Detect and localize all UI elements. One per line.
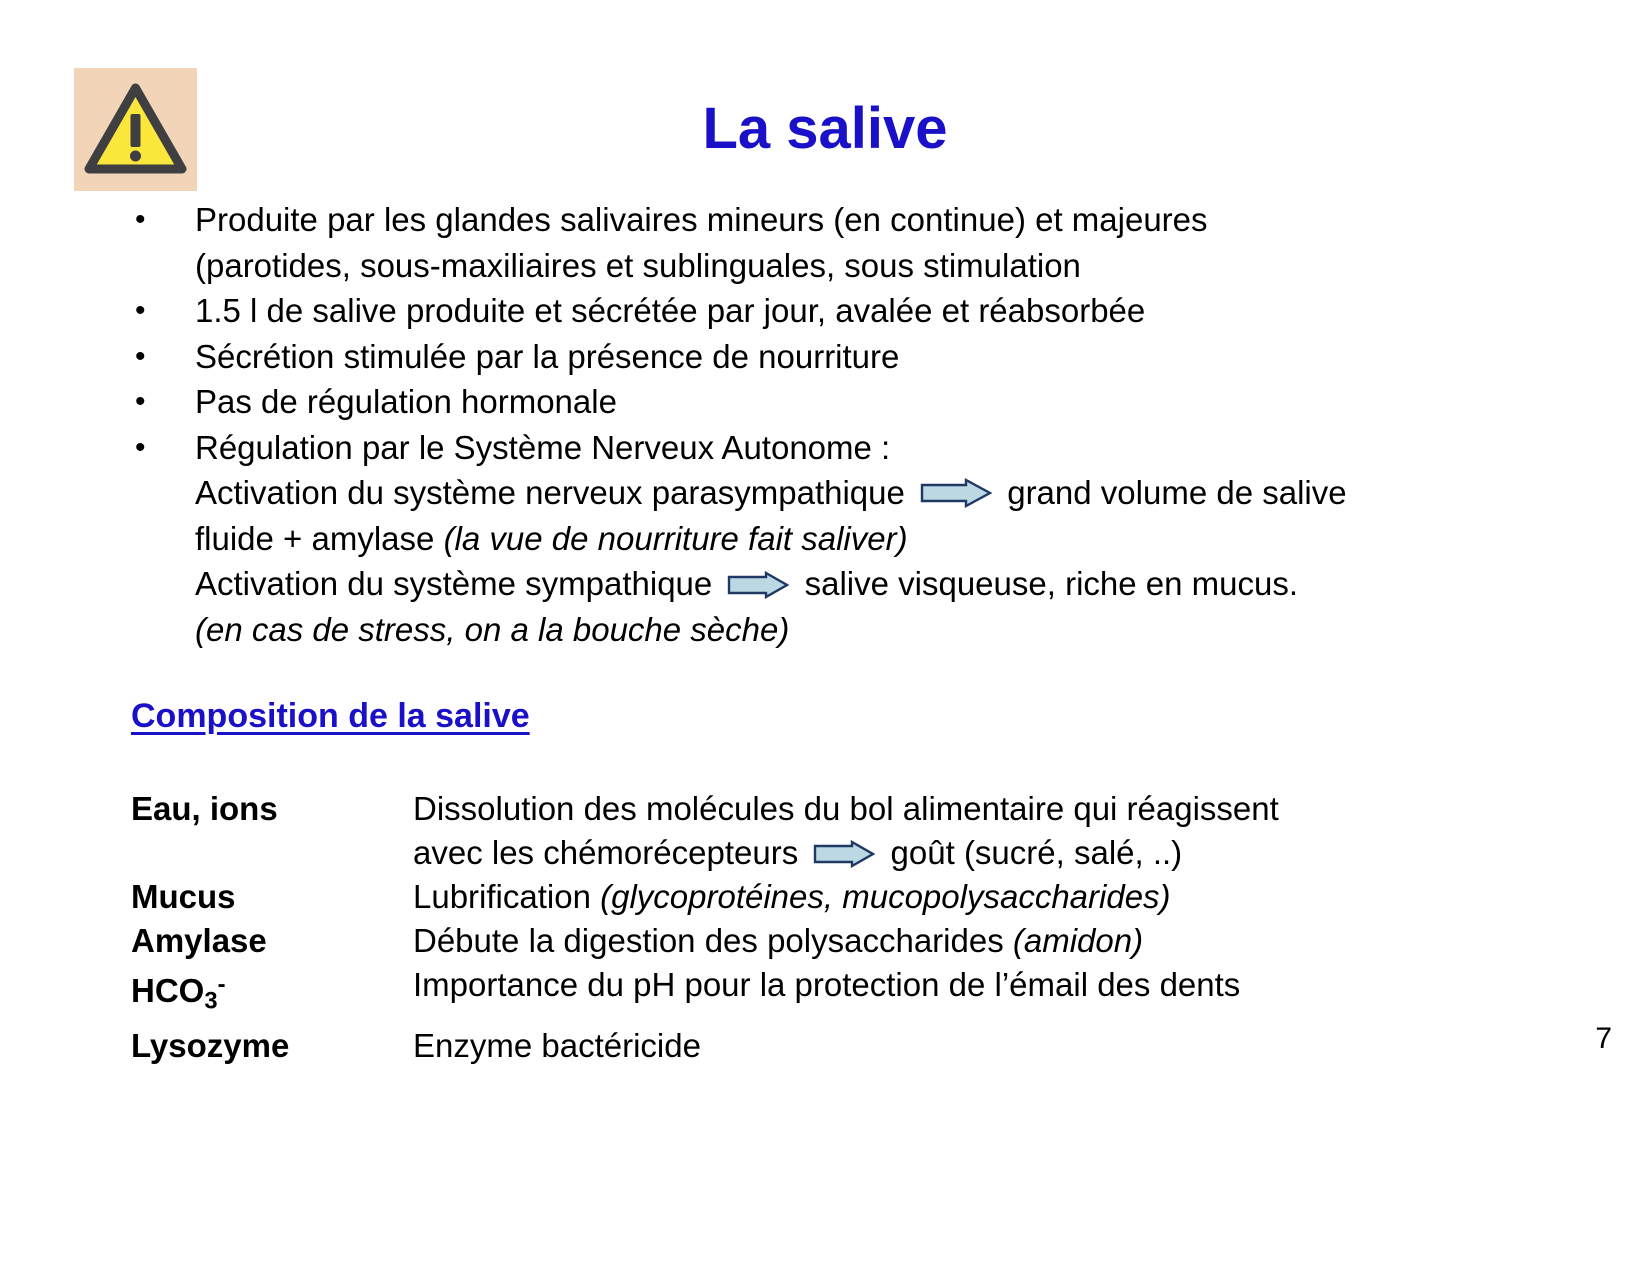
block-arrow-icon (813, 840, 875, 868)
table-row (131, 1024, 1531, 1068)
composition-definition (413, 1024, 1531, 1068)
bullet-marker: • (135, 294, 146, 327)
page-title: La salive (702, 96, 948, 161)
parasympathetic-label: Activation du système nerveux parasympathique (195, 474, 905, 511)
parasympathetic-line (135, 470, 1535, 516)
parasympathetic-result: grand volume de salive (1007, 474, 1347, 511)
list-item (135, 197, 1535, 288)
list-item-line: Sécrétion stimulée par la présence de nourriture (195, 337, 900, 375)
composition-definition (413, 787, 1531, 875)
list-item-body (195, 197, 1535, 288)
composition-definition-italic: (glycoprotéines, mucopolysaccharides) (600, 878, 1171, 915)
composition-term-subscript: 3 (204, 987, 218, 1015)
table-row (131, 875, 1531, 919)
list-item-line: Régulation par le Système Nerveux Autonome : (195, 428, 891, 466)
list-item (135, 425, 1535, 471)
composition-definition (413, 919, 1531, 963)
sympathetic-result: salive visqueuse, riche en mucus. (804, 565, 1299, 602)
bullet-marker: • (135, 430, 146, 464)
page-number: 7 (1595, 1022, 1612, 1055)
chemoreceptor-label: avec les chémorécepteurs (413, 834, 799, 871)
composition-definition-plain: Débute la digestion des polysaccharides (413, 922, 1013, 959)
composition-term-base: HCO (131, 971, 205, 1009)
parasympathetic-note-line (135, 516, 1535, 562)
sympathetic-line (135, 561, 1535, 607)
composition-term: Eau, ions (131, 790, 278, 827)
composition-definition-line: Dissolution des molécules du bol alimentaire qui réagissent (413, 790, 1279, 827)
composition-term-superscript: - (217, 971, 226, 998)
composition-term: Amylase (131, 922, 267, 959)
bullet-marker: • (135, 339, 146, 373)
bullet-marker: • (135, 203, 146, 236)
composition-term: Mucus (131, 878, 236, 915)
table-row (131, 963, 1531, 1024)
table-row (131, 787, 1531, 875)
composition-definition-plain: Enzyme bactéricide (413, 1026, 701, 1064)
composition-definition (413, 963, 1531, 1007)
list-item-line: Produite par les glandes salivaires mineurs (en continue) et majeures (195, 201, 1208, 238)
sympathetic-label: Activation du système sympathique (195, 565, 713, 602)
list-item-line: Pas de régulation hormonale (195, 383, 617, 420)
composition-definition-plain: Lubrification (413, 878, 601, 915)
list-item (135, 379, 1535, 425)
list-item (135, 288, 1535, 334)
composition-definition (413, 875, 1531, 919)
list-item-line: 1.5 l de salive produite et sécrétée par jour, avalée et réabsorbée (195, 292, 1146, 329)
composition-definition-line (413, 831, 1531, 875)
list-item-body (195, 334, 1535, 380)
composition-table (131, 787, 1531, 1068)
block-arrow-icon (920, 478, 992, 508)
bullet-marker: • (135, 385, 146, 418)
list-item-body (195, 288, 1535, 334)
table-row (131, 919, 1531, 963)
composition-term: Lysozyme (131, 1026, 290, 1064)
list-item (135, 334, 1535, 380)
list-item-line: (parotides, sous-maxiliaires et sublinguales, sous stimulation (195, 246, 1081, 284)
bullet-list (135, 197, 1535, 652)
composition-definition-italic: (amidon) (1012, 922, 1144, 959)
list-item-body (195, 379, 1535, 425)
list-item-body (195, 425, 1535, 471)
composition-heading: Composition de la salive (131, 697, 530, 735)
fluid-amylase-note: (la vue de nourriture fait saliver) (443, 519, 908, 557)
stress-note: (en cas de stress, on a la bouche sèche) (195, 610, 790, 648)
composition-definition-plain: Importance du pH pour la protection de l’émail des dents (413, 966, 1241, 1003)
fluid-amylase-label: fluide + amylase (195, 519, 435, 557)
taste-result: goût (sucré, salé, ..) (890, 834, 1183, 871)
block-arrow-icon (727, 571, 789, 599)
composition-term (131, 963, 413, 1024)
